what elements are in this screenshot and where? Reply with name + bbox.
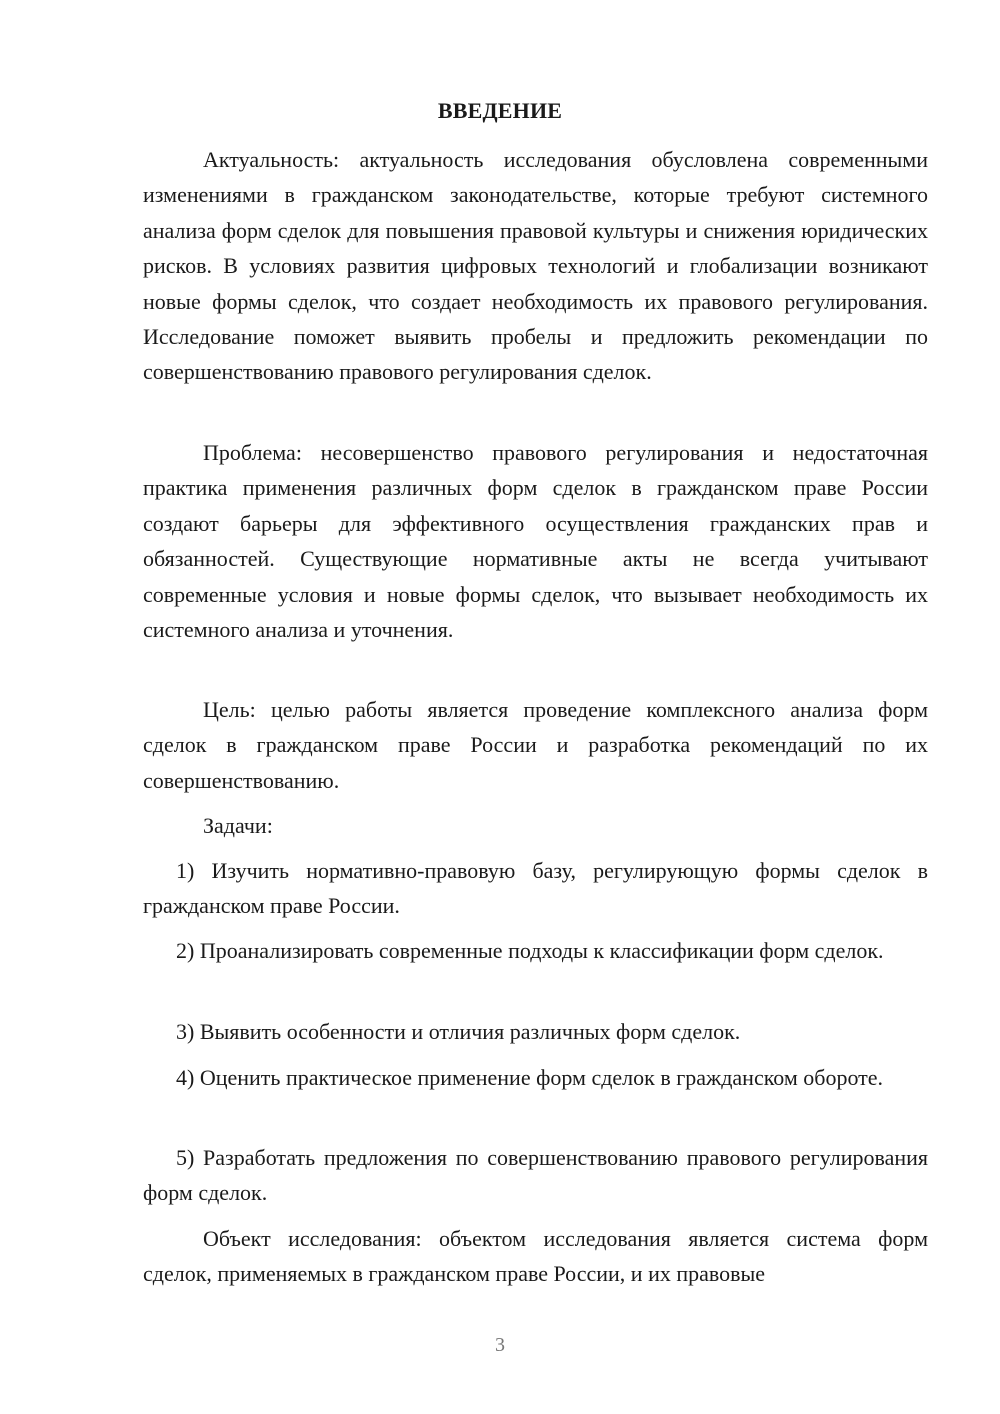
list-item-task-2: 2) Проанализировать современные подходы к классификации форм сделок.: [176, 938, 884, 963]
list-item-task-1: 1) Изучить нормативно-правовую базу, регулирующую формы сделок в гражданском праве России.: [143, 858, 928, 919]
paragraph-goal: Цель: целью работы является проведение комплексного анализа форм сделок в гражданском праве России и разработка рекомендаций по их совершенствованию.: [143, 697, 928, 793]
page-title: ВВЕДЕНИЕ: [437, 98, 563, 123]
list-item-task-3: 3) Выявить особенности и отличия различных форм сделок.: [176, 1019, 741, 1044]
paragraph-tasks-label: Задачи:: [203, 813, 273, 838]
paragraph-object: Объект исследования: объектом исследования является система форм сделок, применяемых в гражданском праве России, и их правовые: [143, 1226, 928, 1287]
list-item-task-4: 4) Оценить практическое применение форм сделок в гражданском обороте.: [176, 1065, 884, 1090]
paragraph-relevance: Актуальность: актуальность исследования обусловлена современными изменениями в гражданском законодательстве, которые требуют системного анализа форм сделок для повышения правовой культуры и снижения юридических рисков. В условиях развития цифровых технологий и глобализации возникают новые формы сделок, что создает необходимость их правового регулирования. Исследование поможет выявить пробелы и предложить рекомендации по совершенствованию правового регулирования сделок.: [143, 147, 928, 385]
paragraph-problem: Проблема: несовершенство правового регулирования и недостаточная практика применения различных форм сделок в гражданском праве России создают барьеры для эффективного осуществления гражданских прав и обязанностей. Существующие нормативные акты не всегда учитывают современные условия и новые формы сделок, что вызывает необходимость их системного анализа и уточнения.: [143, 440, 928, 643]
list-item-task-5: 5) Разработать предложения по совершенствованию правового регулирования форм сделок.: [143, 1145, 928, 1206]
page-number: 3: [495, 1334, 505, 1356]
